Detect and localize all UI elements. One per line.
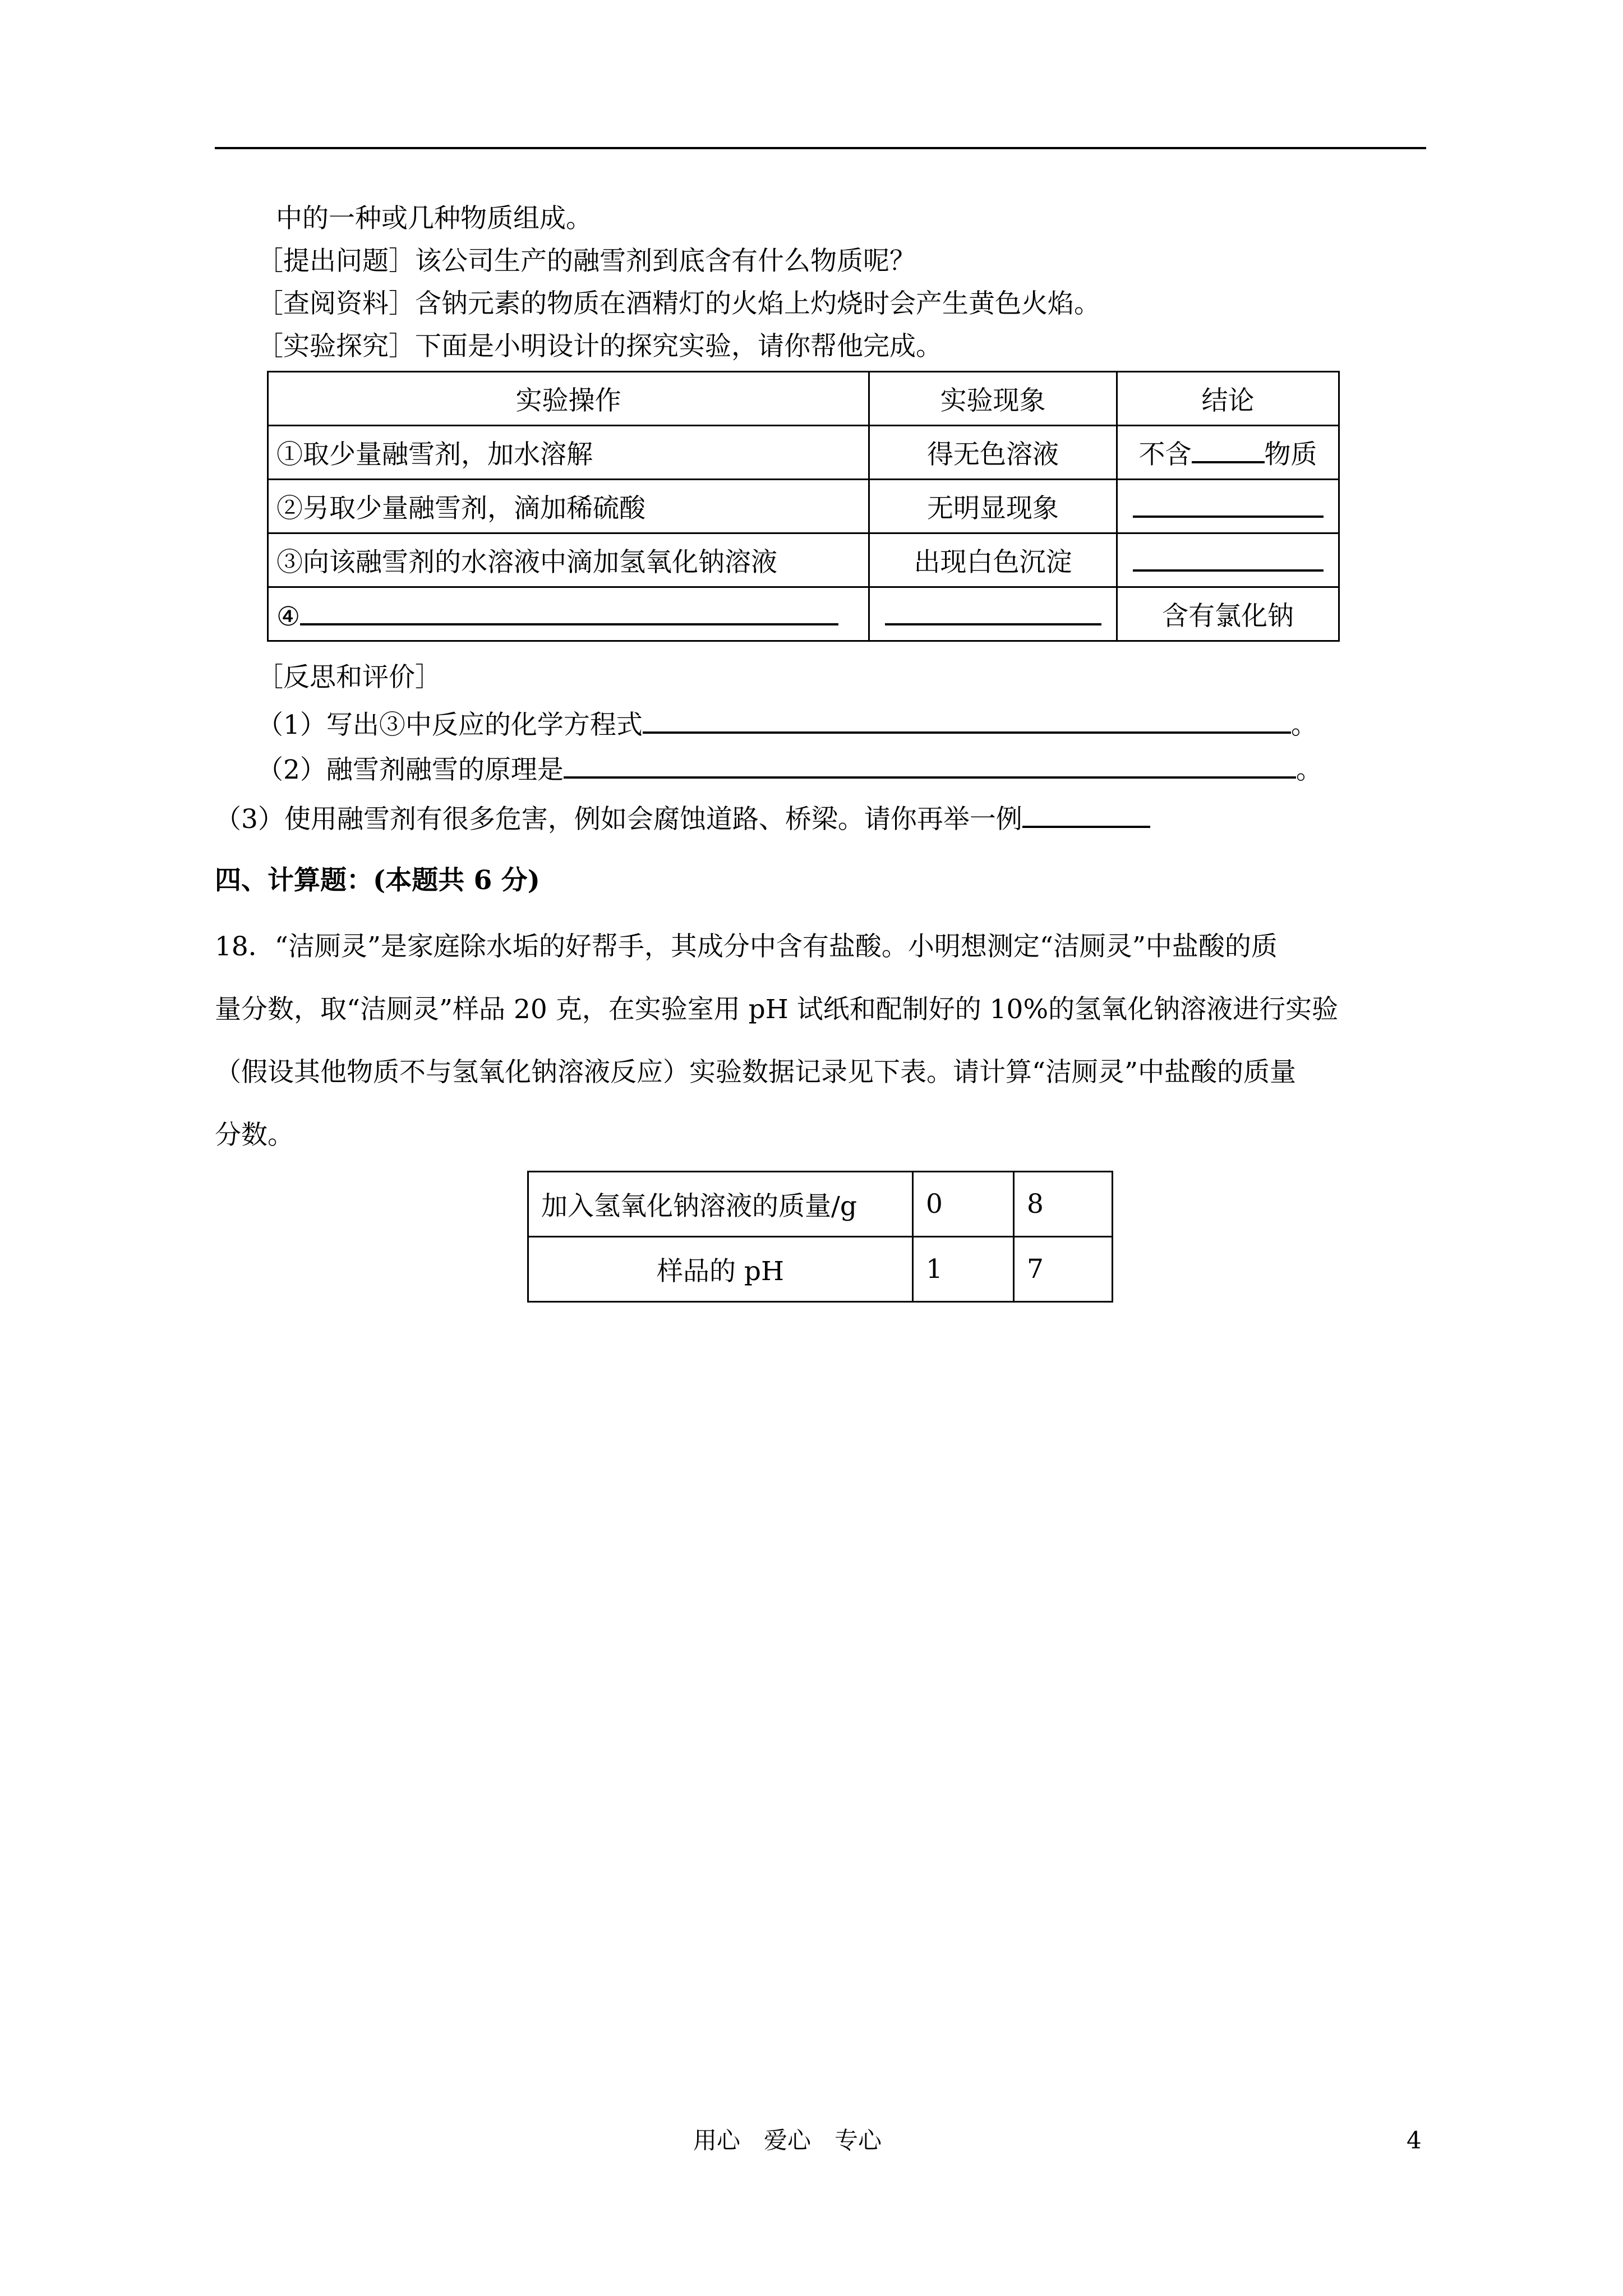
- reflect-q1-end: 。: [1290, 710, 1317, 740]
- header-cell: 实验现象: [869, 372, 1117, 426]
- footer-motto: 用心 爱心 专心: [693, 2127, 882, 2154]
- reflect-q2-end: 。: [1295, 754, 1322, 785]
- conclusion-prefix: 不含: [1138, 439, 1192, 470]
- q18-line: 量分数，取“洁厕灵”样品 20 克，在实验室用 pH 试纸和配制好的 10%的氢氧化钠溶液进行实验: [215, 994, 1339, 1025]
- operation-number: ④: [276, 601, 301, 632]
- table-row: [268, 426, 1339, 480]
- phenomenon-cell: [869, 587, 1117, 641]
- page-number: 4: [1407, 2127, 1422, 2154]
- explore-text: ［实验探究］下面是小明设计的探究实验，请你帮他完成。: [257, 331, 942, 362]
- conclusion-cell: [1117, 533, 1339, 587]
- header-cell: 结论: [1117, 372, 1339, 426]
- reflect-q2: [257, 749, 1322, 787]
- q18-line: 分数。: [215, 1120, 294, 1151]
- value-cell: 1: [913, 1237, 1014, 1302]
- operation-cell: ③向该融雪剂的水溶液中滴加氢氧化钠溶液: [268, 533, 869, 587]
- answer-blank[interactable]: [564, 749, 1296, 779]
- phenomenon-cell: 无明显现象: [869, 480, 1117, 533]
- section-heading: 四、计算题：(本题共 6 分): [215, 865, 540, 896]
- row-label: 加入氢氧化钠溶液的质量/g: [528, 1172, 913, 1237]
- conclusion-cell: 含有氯化钠: [1117, 587, 1339, 641]
- table-row: [268, 372, 1339, 426]
- reflect-q3: [215, 799, 1150, 836]
- answer-blank[interactable]: [1022, 799, 1150, 828]
- row-label: 样品的 pH: [528, 1237, 913, 1302]
- continuation-text: 中的一种或几种物质组成。: [276, 203, 592, 234]
- operation-cell: ①取少量融雪剂，加水溶解: [268, 426, 869, 480]
- reflect-q2-text: （2）融雪剂融雪的原理是: [257, 754, 564, 785]
- question-text: ［提出问题］该公司生产的融雪剂到底含有什么物质呢？: [257, 246, 916, 277]
- answer-blank[interactable]: [643, 705, 1291, 734]
- conclusion-cell: [1117, 426, 1339, 480]
- reflect-title: ［反思和评价］: [257, 662, 441, 693]
- table-row: [268, 587, 1339, 641]
- q18-line: 18．“洁厕灵”是家庭除水垢的好帮手，其成分中含有盐酸。小明想测定“洁厕灵”中盐酸的质: [215, 931, 1278, 962]
- phenomenon-cell: 出现白色沉淀: [869, 533, 1117, 587]
- conclusion-cell: [1117, 480, 1339, 533]
- reference-text: ［查阅资料］含钠元素的物质在酒精灯的火焰上灼烧时会产生黄色火焰。: [257, 288, 1100, 319]
- value-cell: 7: [1014, 1237, 1113, 1302]
- value-cell: 0: [913, 1172, 1014, 1237]
- answer-blank[interactable]: [1133, 489, 1324, 518]
- header-cell: 实验操作: [268, 372, 869, 426]
- answer-blank[interactable]: [1192, 434, 1265, 463]
- table-row: [268, 480, 1339, 533]
- data-table: [527, 1171, 1113, 1303]
- q18-line: （假设其他物质不与氢氧化钠溶液反应）实验数据记录见下表。请计算“洁厕灵”中盐酸的质量: [215, 1057, 1297, 1088]
- table-row: [528, 1237, 1113, 1302]
- reflect-q1-text: （1）写出③中反应的化学方程式: [257, 710, 643, 740]
- reflect-q3-text: （3）使用融雪剂有很多危害，例如会腐蚀道路、桥梁。请你再举一例: [215, 804, 1022, 835]
- answer-blank[interactable]: [300, 596, 838, 625]
- operation-cell: [268, 587, 869, 641]
- answer-blank[interactable]: [885, 596, 1101, 625]
- table-row: [268, 533, 1339, 587]
- header-rule: [215, 147, 1426, 149]
- value-cell: 8: [1014, 1172, 1113, 1237]
- phenomenon-cell: 得无色溶液: [869, 426, 1117, 480]
- operation-cell: ②另取少量融雪剂，滴加稀硫酸: [268, 480, 869, 533]
- table-row: [528, 1172, 1113, 1237]
- answer-blank[interactable]: [1133, 542, 1324, 572]
- reflect-q1: [257, 705, 1317, 742]
- conclusion-suffix: 物质: [1264, 439, 1317, 470]
- experiment-table: [267, 371, 1340, 642]
